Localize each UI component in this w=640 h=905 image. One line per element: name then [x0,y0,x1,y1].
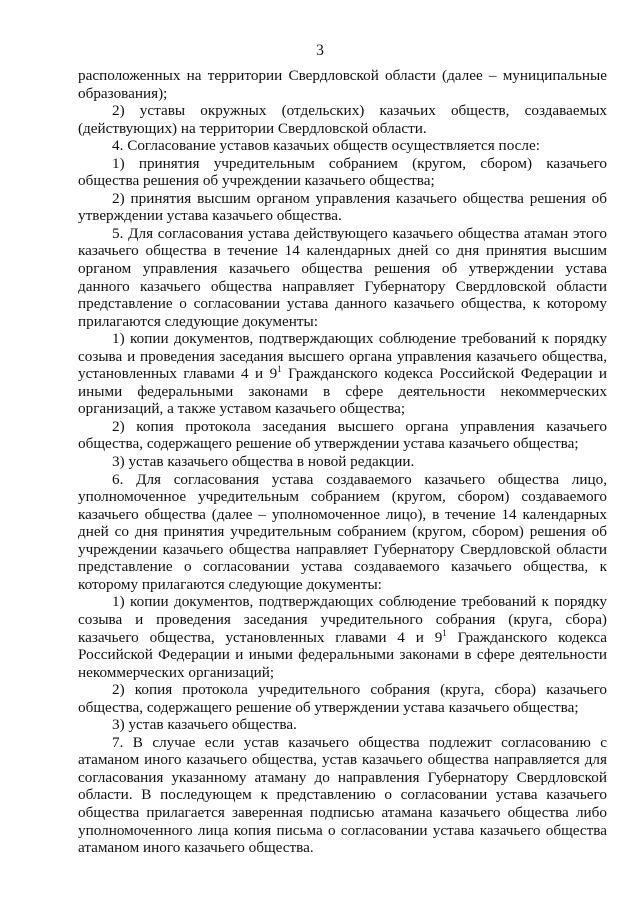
paragraph [78,418,607,453]
paragraph-text: расположенных на территории Свердловской области (далее – муниципальные образования); [78,67,607,102]
paragraph-text: 7. В случае если устав казачьего общества подлежит согласованию с атаманом иного казачьего общества, устав казачьего общества направляется для согласования указанному атаману до направления Губернатору Свердловской области. В последующем к представлению о согласовании устава казачьего общества прилагается заверенная подписью атамана казачьего общества либо уполномоченного лица копия письма о согласовании устава казачьего общества атаманом иного казачьего общества. [78,733,607,857]
paragraph [78,102,607,137]
paragraph [78,471,607,594]
paragraph [78,330,607,418]
paragraph [78,681,607,716]
paragraph [78,155,607,190]
paragraph-text: 2) уставы окружных (отдельских) казачьих обществ, создаваемых (действующих) на территории Свердловской области. [78,102,607,137]
paragraph-text-continued: Гражданского кодекса Российской Федерации и иными федеральными законами в сфере деятельности некоммерческих организаций, а также уставом казачьего общества; [78,365,608,418]
paragraph [78,593,607,681]
paragraph-text: 5. Для согласования устава действующего казачьего общества атаман этого казачьего общества в течение 14 календарных дней со дня принятия высшим органом управления казачьего общества решения об утверждении устава данного казачьего общества направляет Губернатору Свердловской области представление о согласовании устава данного казачьего общества, к которому прилагаются следующие документы: [78,224,607,330]
paragraph-text: 3) устав казачьего общества в новой редакции. [112,453,415,471]
paragraph [78,453,607,471]
paragraph-text: 2) копия протокола заседания высшего органа управления казачьего общества, содержащего решение об утверждении устава казачьего общества; [78,417,607,453]
superscript: 1 [277,364,282,375]
paragraph-text: 2) принятия высшим органом управления казачьего общества решения об утверждении устава казачьего общества. [78,189,607,225]
paragraph [78,225,607,330]
paragraph [78,190,607,225]
paragraph-text: 3) устав казачьего общества. [112,716,297,734]
page-number: 3 [316,42,324,59]
document-body [78,67,607,857]
paragraph-text: 6. Для согласования устава создаваемого казачьего общества лицо, уполномоченное учредительным собранием (кругом, сбором) создаваемого казачьего общества (далее – уполномоченное лицо), в течение 14 календарных дней со дня принятия учредительным собранием (кругом, сбором) решения об учреждении казачьего общества направляет Губернатору Свердловской области представление о согласовании устава создаваемого казачьего общества, к которому прилагаются следующие документы: [78,470,607,593]
paragraph [78,137,607,155]
superscript: 1 [442,627,447,638]
paragraph [78,67,607,102]
paragraph-text: 4. Согласование уставов казачьих обществ осуществляется после: [112,137,540,155]
paragraph-text: 1) копии документов, подтверждающих соблюдение требований к порядку созыва и проведения заседания высшего органа управления казачьего общества, установленных главами 4 и 9 [78,330,607,383]
paragraph [78,716,607,734]
paragraph [78,734,607,857]
paragraph-text-continued: Гражданского кодекса Российской Федерации и иными федеральными законами в сфере деятельности некоммерческих организаций; [78,628,607,681]
paragraph-text: 2) копия протокола учредительного собрания (круга, сбора) казачьего общества, содержащего решение об утверждении устава казачьего общества; [78,681,607,716]
paragraph-text: 1) копии документов, подтверждающих соблюдение требований к порядку созыва и проведения заседания учредительного собрания (круга, сбора) казачьего общества, установленных главами 4 и 9 [78,593,607,646]
paragraph-text: 1) принятия учредительным собранием (кругом, сбором) казачьего общества решения об учреждении казачьего общества; [78,154,607,190]
